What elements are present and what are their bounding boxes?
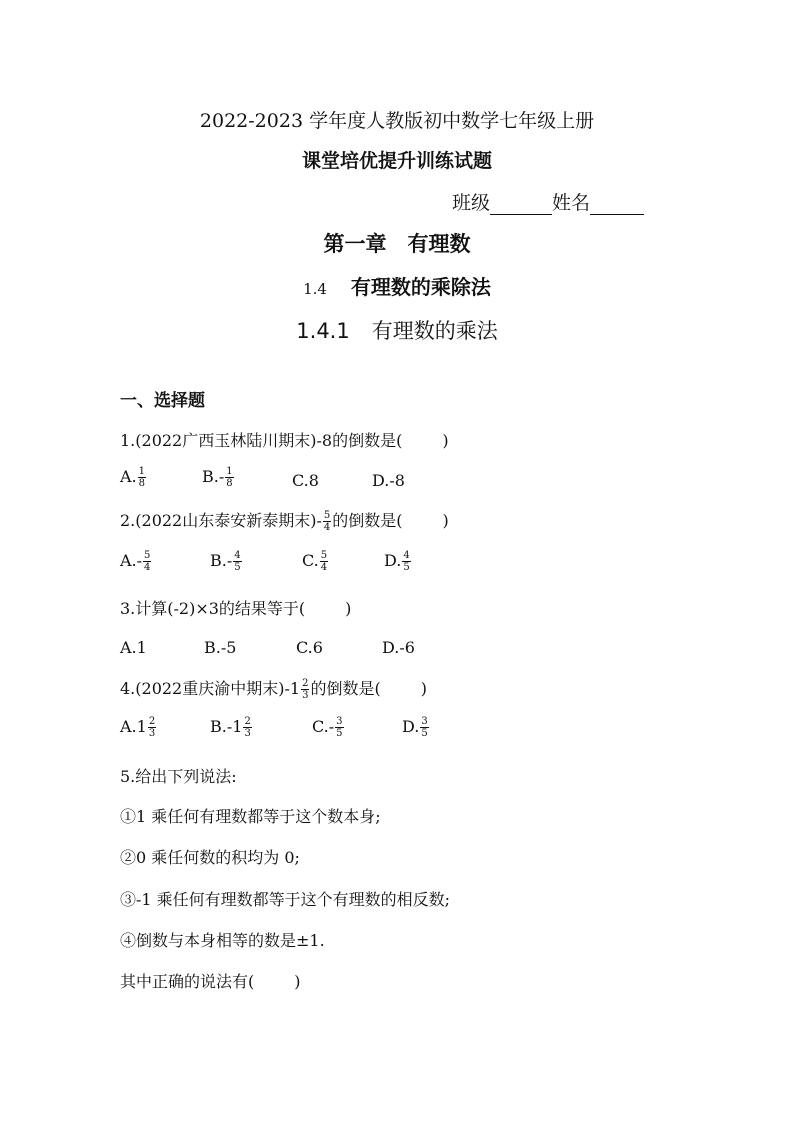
q1-tail: ) bbox=[442, 431, 449, 450]
q1-option-a[interactable]: A. $\frac{1}{8}$ bbox=[120, 466, 146, 489]
q4-option-c[interactable]: C.- $\frac{3}{5}$ bbox=[312, 716, 343, 739]
part-heading: 一、选择题 bbox=[120, 391, 205, 411]
q2-prefix: 2.(2022 bbox=[120, 511, 183, 530]
q1-option-c[interactable]: C.8 bbox=[292, 471, 319, 490]
q4-stem-fraction: $\frac{2}{3}$ bbox=[302, 678, 309, 701]
q2-option-a[interactable]: A.- $\frac{5}{4}$ bbox=[120, 550, 151, 573]
subsection-number: 1.4.1 bbox=[296, 319, 350, 343]
section-title bbox=[0, 271, 794, 300]
q3-option-a[interactable]: A.1 bbox=[120, 638, 147, 657]
doc-title-line2: 课堂培优提升训练试题 bbox=[301, 150, 492, 172]
q1-source: 广西玉林陆川期末 bbox=[182, 431, 311, 450]
section-number: 1.4 bbox=[303, 280, 327, 298]
q2-option-c[interactable]: C. $\frac{5}{4}$ bbox=[302, 550, 328, 573]
subsection-title bbox=[0, 315, 794, 345]
q4-option-d[interactable]: D. $\frac{3}{5}$ bbox=[402, 716, 428, 739]
q3-option-b[interactable]: B.-5 bbox=[204, 638, 237, 657]
q2-stem-text: 的倒数是( bbox=[332, 511, 403, 530]
q4-pre-frac: )-1 bbox=[278, 679, 301, 698]
doc-title-line1: 2022-2023 学年度人教版初中数学七年级上册 bbox=[199, 110, 595, 132]
q1-prefix: 1.(2022 bbox=[120, 431, 183, 450]
section-name: 有理数的乘除法 bbox=[350, 275, 491, 299]
name-label: 姓名 bbox=[552, 192, 591, 214]
q2-source: 山东泰安新泰期末 bbox=[182, 511, 311, 530]
q2-stem-fraction: $\frac{5}{4}$ bbox=[323, 510, 331, 533]
q5-closing bbox=[120, 969, 301, 992]
class-label: 班级 bbox=[452, 192, 491, 214]
q4-tail: ) bbox=[420, 679, 427, 698]
q1-option-d[interactable]: D.-8 bbox=[372, 471, 405, 490]
chapter-title: 第一章 有理数 bbox=[323, 231, 471, 256]
subsection-name: 有理数的乘法 bbox=[371, 319, 498, 343]
q3-option-c[interactable]: C.6 bbox=[296, 638, 323, 657]
q1-stem-text: )-8的倒数是( bbox=[310, 431, 403, 450]
q5-statement-3: ③-1 乘任何有理数都等于这个有理数的相反数; bbox=[120, 890, 451, 909]
q3-stem-text: 3.计算(-2)×3的结果等于( bbox=[120, 599, 306, 618]
q2-option-b[interactable]: B.- $\frac{4}{5}$ bbox=[210, 550, 241, 573]
question-4-stem bbox=[120, 676, 427, 701]
q2-option-d[interactable]: D. $\frac{4}{5}$ bbox=[384, 550, 410, 573]
q4-source: 重庆渝中期末 bbox=[182, 679, 279, 698]
q2-pre-frac: )- bbox=[310, 511, 322, 530]
q5-statement-1: ①1 乘任何有理数都等于这个数本身; bbox=[120, 807, 381, 826]
name-blank[interactable] bbox=[590, 194, 644, 215]
q5-closing-text: 其中正确的说法有( bbox=[120, 972, 255, 991]
q4-stem-text: 的倒数是( bbox=[310, 679, 381, 698]
q5-statement-2: ②0 乘任何数的积均为 0; bbox=[120, 848, 300, 867]
question-2-stem bbox=[120, 508, 449, 533]
class-name-line bbox=[452, 188, 644, 215]
q1-option-b[interactable]: B.- $\frac{1}{8}$ bbox=[202, 466, 233, 489]
q3-option-d[interactable]: D.-6 bbox=[382, 638, 415, 657]
q5-tail: ) bbox=[294, 972, 301, 991]
question-5-stem: 5.给出下列说法: bbox=[120, 767, 237, 786]
question-1-stem bbox=[120, 428, 449, 451]
class-blank[interactable] bbox=[490, 194, 552, 215]
q4-option-b[interactable]: B.-1 $\frac{2}{3}$ bbox=[210, 716, 251, 739]
q5-statement-4: ④倒数与本身相等的数是±1. bbox=[120, 931, 325, 950]
q4-prefix: 4.(2022 bbox=[120, 679, 183, 698]
question-3-stem bbox=[120, 596, 351, 619]
q2-tail: ) bbox=[442, 511, 449, 530]
q4-option-a[interactable]: A.1 $\frac{2}{3}$ bbox=[120, 716, 156, 739]
q3-tail: ) bbox=[345, 599, 352, 618]
